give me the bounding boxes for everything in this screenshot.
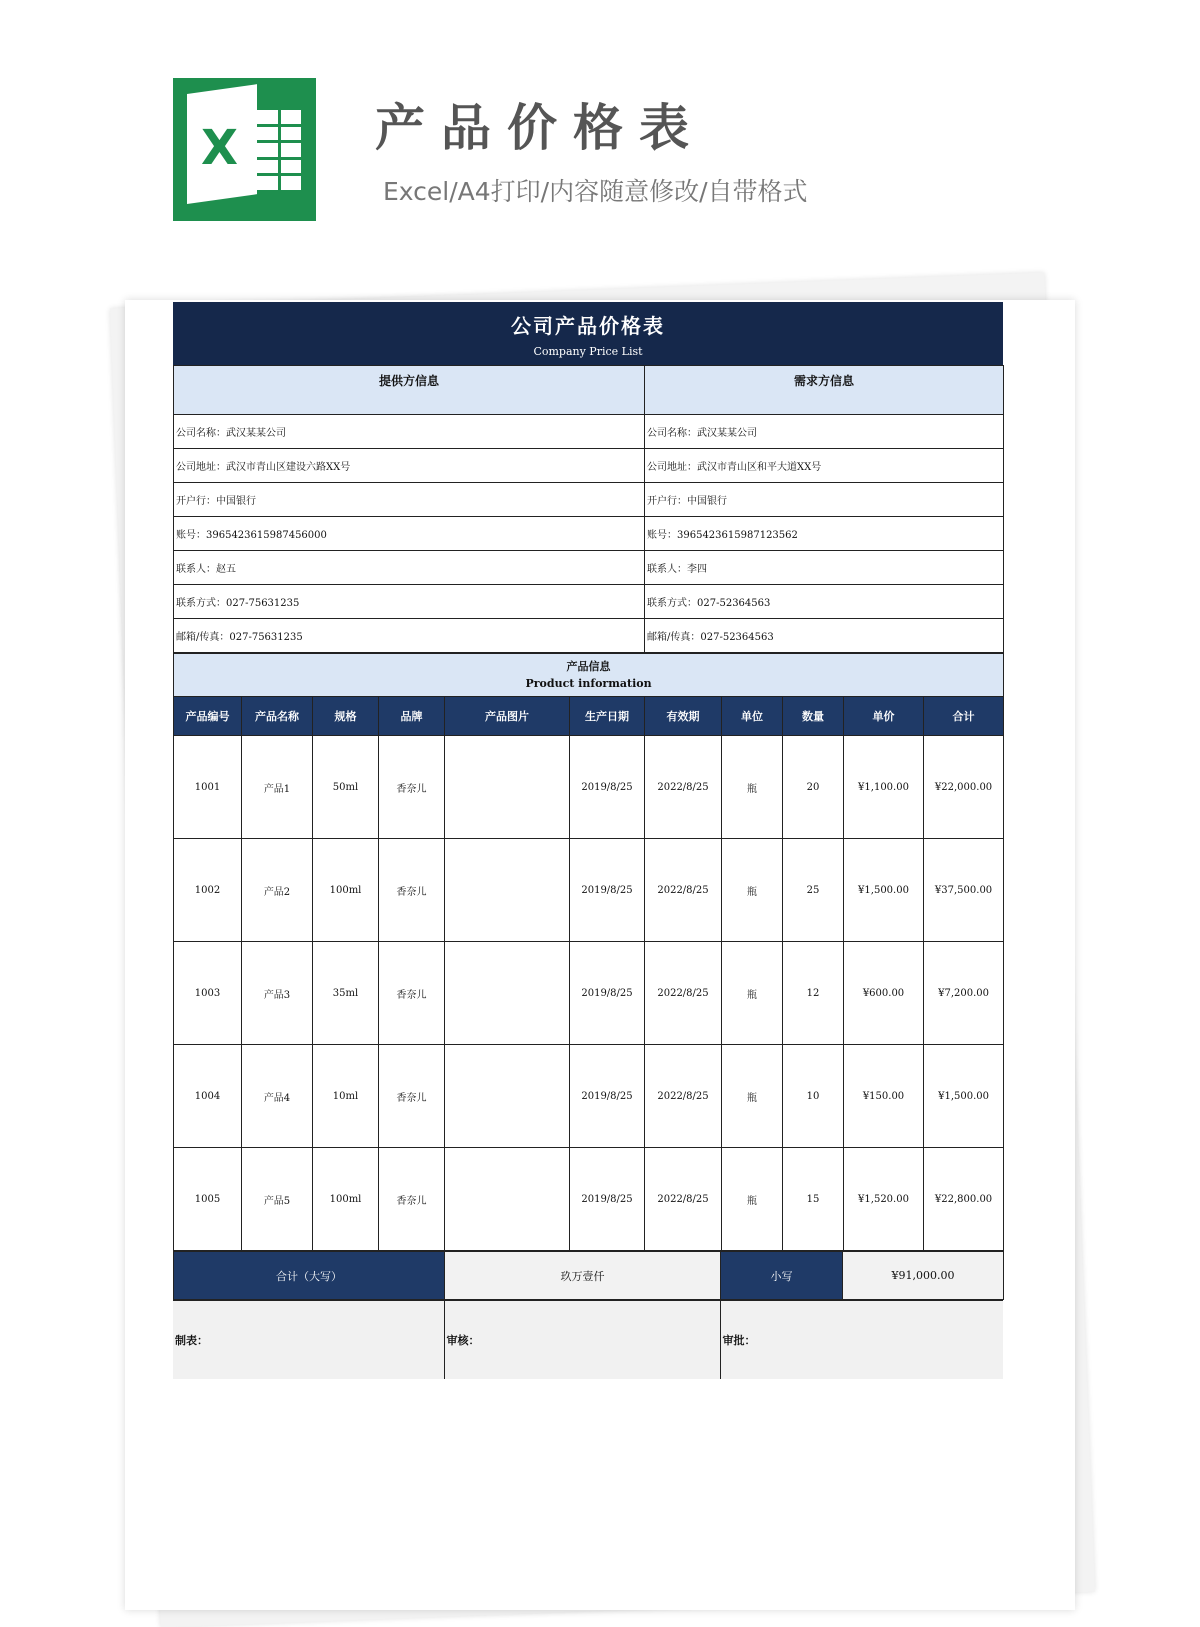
table-cell: 产品5 [242, 1148, 313, 1251]
table-cell: ¥22,000.00 [924, 736, 1004, 839]
table-cell: 1005 [174, 1148, 242, 1251]
party-row [174, 483, 1004, 517]
column-header: 品牌 [379, 697, 445, 736]
buyer-field: 联系方式：027-52364563 [645, 585, 1004, 619]
table-cell: ¥7,200.00 [924, 942, 1004, 1045]
table-cell: 香奈儿 [379, 1148, 445, 1251]
table-cell: 2019/8/25 [570, 1045, 645, 1148]
buyer-field: 公司地址：武汉市青山区和平大道XX号 [645, 449, 1004, 483]
table-cell: 20 [783, 736, 844, 839]
column-header: 单位 [722, 697, 783, 736]
product-header-cn: 产品信息 [566, 660, 611, 673]
table-cell: 1002 [174, 839, 242, 942]
table-cell: 香奈儿 [379, 839, 445, 942]
page-subtitle: Excel/A4打印/内容随意修改/自带格式 [383, 177, 808, 206]
supplier-field: 账号：3965423615987456000 [174, 517, 645, 551]
product-image-cell [445, 1148, 570, 1251]
approved-by-label: 审批： [720, 1301, 1003, 1380]
logo-letter: X [201, 120, 239, 176]
made-by-label: 制表： [173, 1301, 444, 1380]
table-cell: 瓶 [722, 839, 783, 942]
column-header: 合计 [924, 697, 1004, 736]
sheet-header [173, 302, 1003, 365]
table-cell: 1004 [174, 1045, 242, 1148]
table-row [174, 736, 1004, 839]
sheet-subtitle: Company Price List [533, 345, 643, 358]
product-image-cell [445, 736, 570, 839]
table-cell: 35ml [313, 942, 379, 1045]
signature-table [173, 1300, 1003, 1379]
table-cell: 产品4 [242, 1045, 313, 1148]
table-cell: 2022/8/25 [645, 736, 722, 839]
table-cell: ¥37,500.00 [924, 839, 1004, 942]
party-row [174, 585, 1004, 619]
table-cell: 50ml [313, 736, 379, 839]
subtotal-value: ¥91,000.00 [843, 1252, 1004, 1300]
table-row [174, 1045, 1004, 1148]
table-cell: 香奈儿 [379, 942, 445, 1045]
table-row [174, 942, 1004, 1045]
column-header-row [174, 697, 1004, 736]
supplier-header: 提供方信息 [174, 366, 645, 415]
party-row [174, 517, 1004, 551]
buyer-field: 开户行：中国银行 [645, 483, 1004, 517]
table-cell: 12 [783, 942, 844, 1045]
buyer-field: 公司名称：武汉某某公司 [645, 415, 1004, 449]
supplier-field: 联系人：赵五 [174, 551, 645, 585]
supplier-field: 开户行：中国银行 [174, 483, 645, 517]
total-upper-label: 合计（大写） [174, 1252, 445, 1300]
table-cell: 1003 [174, 942, 242, 1045]
table-cell: 2022/8/25 [645, 839, 722, 942]
table-cell: 香奈儿 [379, 1045, 445, 1148]
table-cell: 瓶 [722, 1045, 783, 1148]
product-image-cell [445, 942, 570, 1045]
party-row [174, 551, 1004, 585]
table-cell: 10ml [313, 1045, 379, 1148]
table-cell: 2022/8/25 [645, 1045, 722, 1148]
column-header: 单价 [844, 697, 924, 736]
table-cell: 产品3 [242, 942, 313, 1045]
table-cell: 1001 [174, 736, 242, 839]
product-image-cell [445, 839, 570, 942]
party-row [174, 449, 1004, 483]
table-cell: 瓶 [722, 736, 783, 839]
column-header: 产品编号 [174, 697, 242, 736]
table-cell: ¥1,100.00 [844, 736, 924, 839]
product-header-en: Product information [525, 677, 652, 690]
product-section-header [174, 654, 1004, 697]
sheet-title: 公司产品价格表 [511, 314, 665, 338]
table-cell: 瓶 [722, 1148, 783, 1251]
table-cell: 2019/8/25 [570, 1148, 645, 1251]
table-cell: 100ml [313, 839, 379, 942]
supplier-field: 联系方式：027-75631235 [174, 585, 645, 619]
party-table [173, 365, 1004, 653]
reviewed-by-label: 审核： [444, 1301, 720, 1380]
subtotal-label: 小写 [721, 1252, 843, 1300]
total-upper-value: 玖万壹仟 [445, 1252, 721, 1300]
party-row [174, 415, 1004, 449]
table-row [174, 839, 1004, 942]
table-row [174, 1148, 1004, 1251]
buyer-field: 联系人：李四 [645, 551, 1004, 585]
table-cell: 2022/8/25 [645, 942, 722, 1045]
party-row [174, 619, 1004, 653]
table-cell: 2019/8/25 [570, 942, 645, 1045]
column-header: 生产日期 [570, 697, 645, 736]
buyer-field: 账号：3965423615987123562 [645, 517, 1004, 551]
table-cell: 产品1 [242, 736, 313, 839]
table-cell: ¥150.00 [844, 1045, 924, 1148]
column-header: 有效期 [645, 697, 722, 736]
table-cell: ¥1,520.00 [844, 1148, 924, 1251]
summary-table [173, 1251, 1004, 1300]
table-cell: ¥1,500.00 [924, 1045, 1004, 1148]
supplier-field: 公司地址：武汉市青山区建设六路XX号 [174, 449, 645, 483]
supplier-field: 邮箱/传真：027-75631235 [174, 619, 645, 653]
price-sheet [173, 302, 1003, 1379]
column-header: 数量 [783, 697, 844, 736]
table-cell: ¥22,800.00 [924, 1148, 1004, 1251]
table-cell: 2019/8/25 [570, 839, 645, 942]
table-cell: 100ml [313, 1148, 379, 1251]
table-cell: ¥1,500.00 [844, 839, 924, 942]
table-cell: 15 [783, 1148, 844, 1251]
table-cell: 2022/8/25 [645, 1148, 722, 1251]
column-header: 规格 [313, 697, 379, 736]
table-cell: 瓶 [722, 942, 783, 1045]
buyer-field: 邮箱/传真：027-52364563 [645, 619, 1004, 653]
excel-logo-icon [173, 78, 316, 221]
table-cell: ¥600.00 [844, 942, 924, 1045]
supplier-field: 公司名称：武汉某某公司 [174, 415, 645, 449]
buyer-header: 需求方信息 [645, 366, 1004, 415]
product-image-cell [445, 1045, 570, 1148]
product-table [173, 653, 1004, 1251]
table-cell: 2019/8/25 [570, 736, 645, 839]
column-header: 产品名称 [242, 697, 313, 736]
table-cell: 香奈儿 [379, 736, 445, 839]
table-cell: 25 [783, 839, 844, 942]
table-cell: 10 [783, 1045, 844, 1148]
column-header: 产品图片 [445, 697, 570, 736]
page-title: 产品价格表 [375, 98, 705, 157]
table-cell: 产品2 [242, 839, 313, 942]
